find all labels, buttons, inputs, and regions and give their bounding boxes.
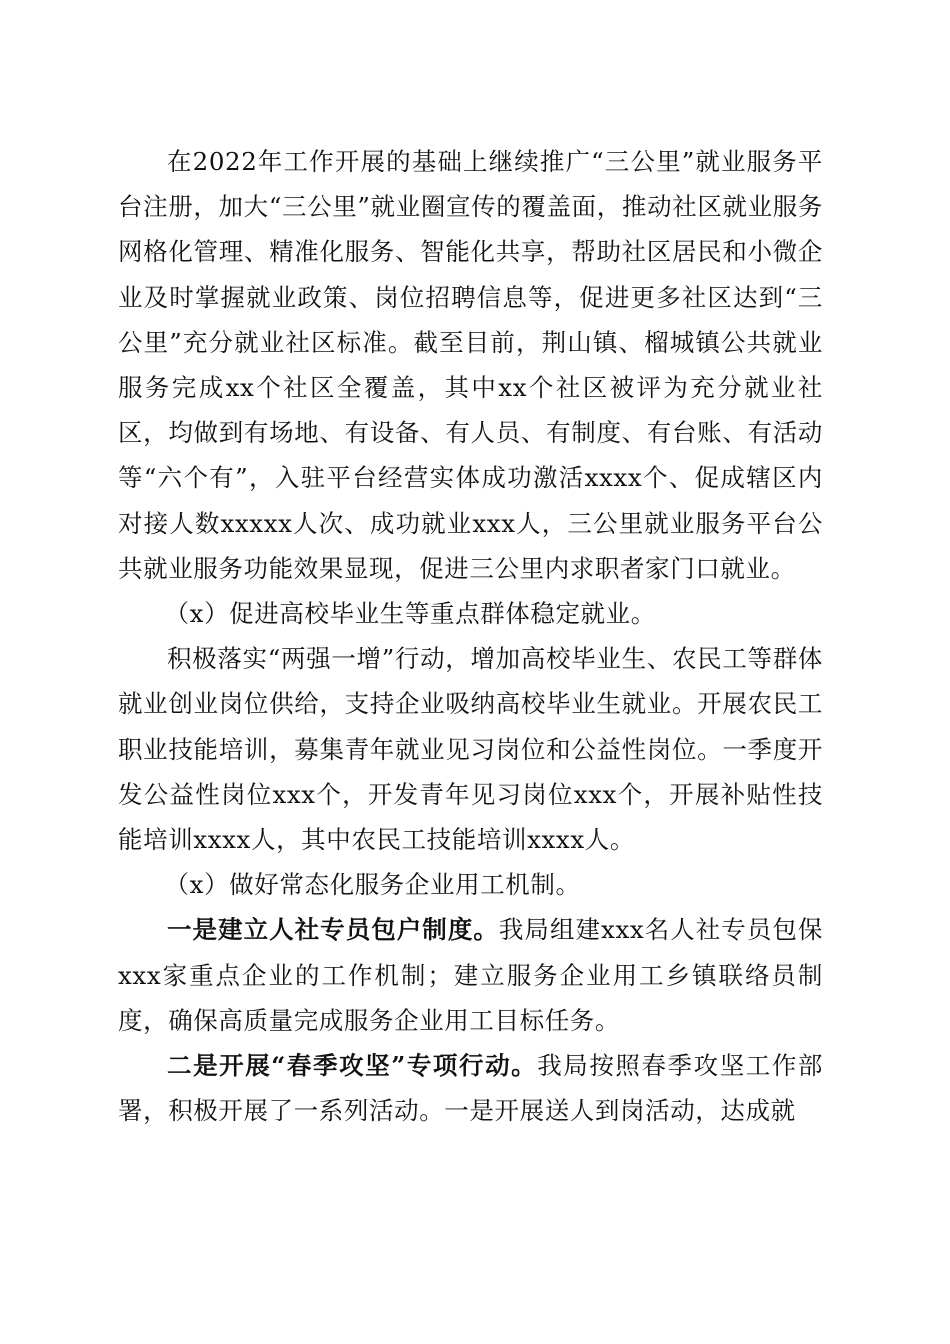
paragraph-lead-bold: 一是建立人社专员包户制度。 (167, 915, 499, 945)
paragraph-lead-bold: 二是开展“春季攻坚”专项行动。 (167, 1051, 538, 1081)
section-heading-enterprise-service: （x）做好常态化服务企业用工机制。 (164, 870, 581, 900)
paragraph-specialist-system (118, 907, 823, 1043)
paragraph-spring-campaign (118, 1043, 823, 1133)
section-heading-graduates: （x）促进高校毕业生等重点群体稳定就业。 (164, 599, 656, 629)
document-page (118, 139, 823, 1133)
paragraph-body: 我局按照春季攻坚工作部署，积极开展了一系列活动。一是开展送人到岗活动，达成就 (118, 1051, 823, 1126)
paragraph-three-km-platform: 在2022年工作开展的基础上继续推广“三公里”就业服务平台注册，加大“三公里”就业圈宣传的覆盖面，推动社区就业服务网格化管理、精准化服务、智能化共享，帮助社区居民和小微企业及时掌握就业政策、岗位招聘信息等，促进更多社区达到“三公里”充分就业社区标准。截至目前，荆山镇、榴城镇公共就业服务完成xx个社区全覆盖，其中xx个社区被评为充分就业社区，均做到有场地、有设备、有人员、有制度、有台账、有活动等“六个有”，入驻平台经营实体成功激活xxxx个、促成辖区内对接人数xxxxx人次、成功就业xxx人，三公里就业服务平台公共就业服务功能效果显现，促进三公里内求职者家门口就业。 (118, 147, 823, 583)
paragraph-body: 我局组建xxx名人社专员包保xxx家重点企业的工作机制；建立服务企业用工乡镇联络员制度，确保高质量完成服务企业用工目标任务。 (118, 915, 823, 1035)
paragraph-graduates-employment: 积极落实“两强一增”行动，增加高校毕业生、农民工等群体就业创业岗位供给，支持企业吸纳高校毕业生就业。开展农民工职业技能培训，募集青年就业见习岗位和公益性岗位。一季度开发公益性岗位xxx个，开发青年见习岗位xxx个，开展补贴性技能培训xxxx人，其中农民工技能培训xxxx人。 (118, 644, 823, 855)
